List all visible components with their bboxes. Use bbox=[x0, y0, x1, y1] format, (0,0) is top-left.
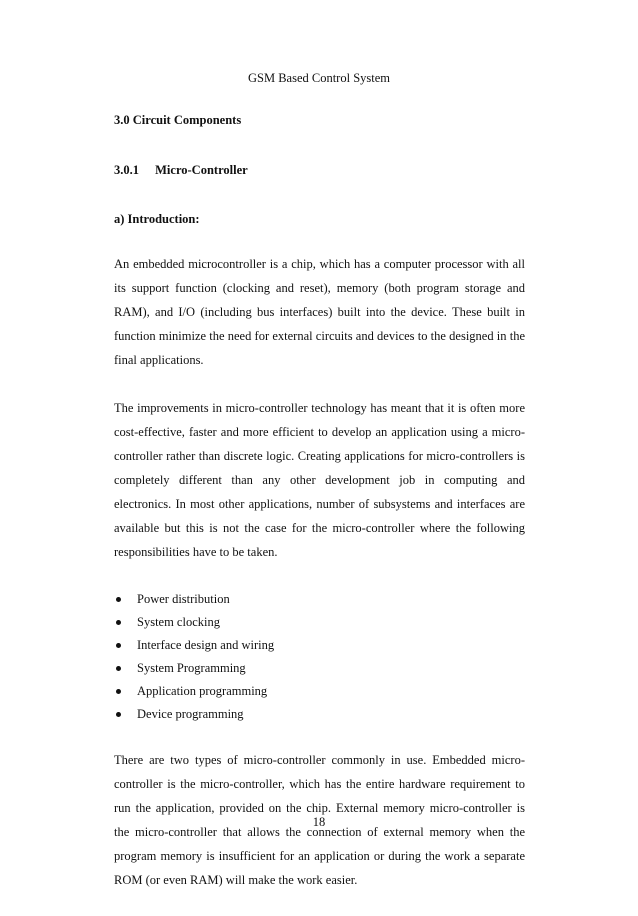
paragraph-types: There are two types of micro-controller commonly in use. Embedded micro-controller is the micro-controller, which has the entire hardware requirement to run the application, provided on the chip. External memory micro-controller is the micro-controller that allows the connection of external memory when the program memory is insufficient for an application or during the work a separate ROM (or even RAM) will make the work easier. bbox=[114, 753, 525, 887]
subsection-heading bbox=[114, 158, 525, 182]
sub-heading-introduction: a) Introduction: bbox=[114, 212, 200, 226]
list-item: System Programming bbox=[114, 657, 525, 680]
running-header: GSM Based Control System bbox=[247, 71, 391, 85]
responsibilities-list bbox=[114, 588, 525, 726]
list-item: Application programming bbox=[114, 680, 525, 703]
list-item: Device programming bbox=[114, 703, 525, 726]
page-body bbox=[114, 108, 525, 916]
page-number: 18 bbox=[312, 815, 326, 829]
list-item: System clocking bbox=[114, 611, 525, 634]
paragraph-introduction: An embedded microcontroller is a chip, which has a computer processor with all its support function (clocking and reset), memory (both program storage and RAM), and I/O (including bus interfaces) built into the device. These built in function minimize the need for external circuits and devices to the designed in the final applications. bbox=[114, 257, 525, 367]
section-heading: 3.0 Circuit Components bbox=[114, 113, 242, 127]
subsection-number: 3.0.1 bbox=[114, 163, 139, 177]
list-item: Power distribution bbox=[114, 588, 525, 611]
subsection-title: Micro-Controller bbox=[155, 163, 248, 177]
paragraph-improvements: The improvements in micro-controller technology has meant that it is often more cost-effective, faster and more efficient to develop an application using a micro-controller rather than discrete logic. Creating applications for micro-controllers is completely different than any other development job in computing and electronics. In most other applications, number of subsystems and interfaces are available but this is not the case for the micro-controller where the following responsibilities have to be taken. bbox=[114, 401, 525, 559]
list-item: Interface design and wiring bbox=[114, 634, 525, 657]
